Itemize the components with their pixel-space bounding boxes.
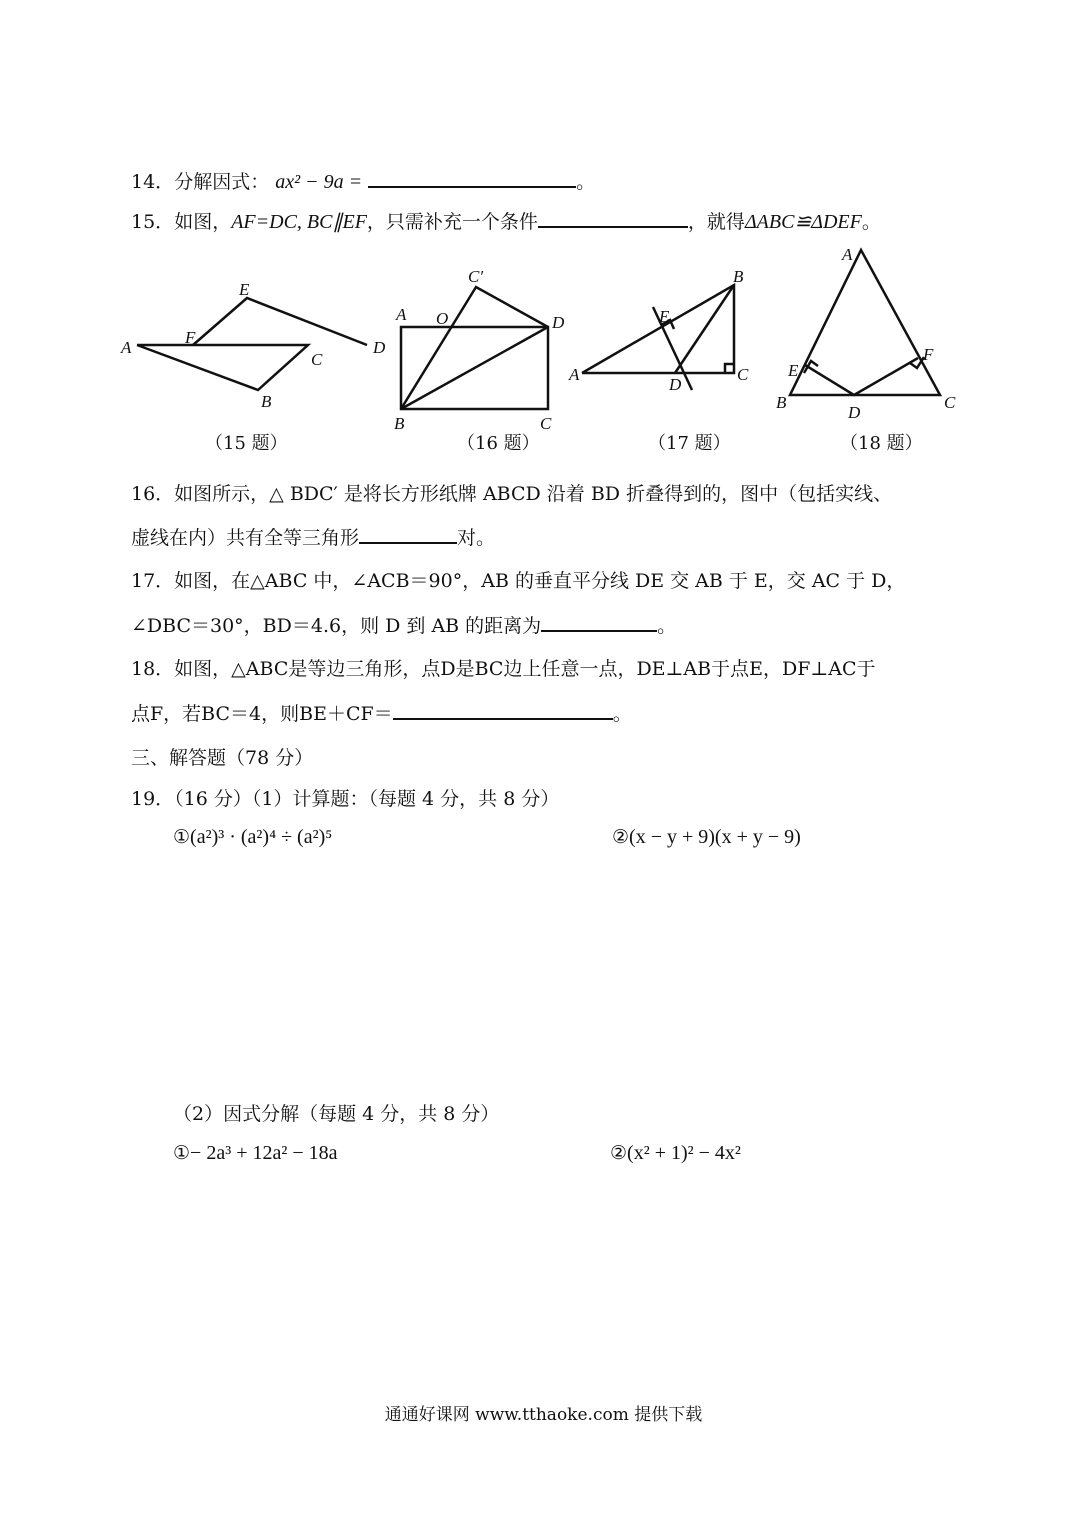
- perpendiculars-de-df: [805, 358, 918, 395]
- q17-answer-blank[interactable]: [541, 612, 657, 632]
- figure-18-caption: （18 题）: [840, 433, 923, 454]
- q14-end: 。: [576, 171, 596, 193]
- q17-end: 。: [657, 615, 677, 637]
- q18-line2: [131, 700, 632, 727]
- q19-part1: [173, 824, 332, 850]
- folded-triangle: [401, 287, 548, 409]
- label-d: D: [669, 375, 682, 394]
- q19-part1-expression: (a²)³ · (a²)⁴ ÷ (a²)⁵: [190, 826, 333, 848]
- label-a: A: [569, 365, 580, 384]
- label-f: F: [185, 328, 196, 347]
- q15-conclusion: ΔABC≌ΔDEF: [744, 211, 862, 233]
- q15-text3: ，就得: [687, 211, 745, 233]
- label-d: D: [552, 313, 565, 332]
- q18-answer-blank[interactable]: [393, 700, 613, 720]
- q17-line1: 17．如图，在△ABC 中，∠ACB＝90°，AB 的垂直平分线 DE 交 AB 于 E，交 AC 于 D，: [131, 570, 906, 592]
- figure-15-caption: （15 题）: [205, 433, 288, 454]
- q18-line1: 18．如图，△ABC是等边三角形，点D是BC边上任意一点，DE⊥AB于点E，DF⊥AC于: [131, 658, 876, 680]
- q15-answer-blank[interactable]: [538, 208, 688, 228]
- q15: [131, 208, 881, 235]
- q19-part2: [612, 824, 801, 850]
- label-a: A: [396, 305, 407, 324]
- label-d: D: [373, 338, 386, 357]
- figure-17-caption: （17 题）: [648, 433, 731, 454]
- section-3-heading: 三、解答题（78 分）: [131, 747, 314, 769]
- label-e: E: [659, 307, 670, 326]
- label-c: C: [540, 414, 552, 433]
- circled-one: ①: [173, 826, 191, 848]
- label-c: C: [944, 393, 956, 412]
- q19-part4: [610, 1140, 741, 1166]
- figure-16: [390, 262, 580, 437]
- q16-text: 虚线在内）共有全等三角形: [131, 527, 360, 549]
- label-a: A: [842, 245, 853, 264]
- triangle-def: [193, 298, 367, 345]
- q15-number: 15．: [131, 211, 175, 233]
- q18-text: 点F，若BC＝4，则BE＋CF＝: [131, 703, 393, 725]
- figure-18: [770, 240, 970, 425]
- q16-answer-blank[interactable]: [359, 524, 457, 544]
- circled-two: ②: [610, 1142, 628, 1164]
- diagonal-bd: [401, 327, 548, 409]
- q19-sub2-header: （2）因式分解（每题 4 分，共 8 分）: [173, 1103, 500, 1125]
- q17-line2: [131, 612, 676, 639]
- q16-line2: [131, 524, 495, 551]
- label-b: B: [776, 393, 787, 412]
- label-e: E: [788, 361, 799, 380]
- q14-text: 分解因式：: [174, 171, 270, 193]
- q16-line1: 16．如图所示，△ BDC′ 是将长方形纸牌 ABCD 沿着 BD 折叠得到的，图中（包括实线、: [131, 483, 893, 505]
- label-a: A: [121, 338, 132, 357]
- q15-text1: 如图，: [174, 211, 232, 233]
- triangle-abc: [137, 345, 308, 390]
- q14-expression: ax² − 9a =: [275, 171, 363, 193]
- label-o: O: [436, 309, 449, 328]
- figure-17: [565, 265, 755, 395]
- q15-text2: ，只需补充一个条件: [366, 211, 538, 233]
- label-c-prime: C′: [468, 267, 484, 286]
- label-c: C: [737, 365, 749, 384]
- triangle-abc: [582, 285, 734, 373]
- label-b: B: [733, 267, 744, 286]
- label-d: D: [848, 403, 861, 422]
- q19-part3: [173, 1140, 338, 1166]
- q19-part3-expression: − 2a³ + 12a² − 18a: [190, 1142, 338, 1164]
- q17-text: ∠DBC＝30°，BD＝4.6，则 D 到 AB 的距离为: [131, 615, 542, 637]
- circled-one: ①: [173, 1142, 191, 1164]
- q15-condition: AF=DC, BC∥EF: [231, 211, 367, 233]
- q14-number: 14．: [131, 171, 175, 193]
- figure-15: [115, 275, 390, 415]
- label-e: E: [239, 280, 250, 299]
- q19-header: 19．（16 分）（1）计算题：（每题 4 分，共 8 分）: [131, 788, 560, 810]
- circled-two: ②: [612, 826, 630, 848]
- q19-part2-expression: (x − y + 9)(x + y − 9): [629, 826, 801, 848]
- segment-bd: [675, 285, 734, 373]
- footer: 通通好课网 www.tthaoke.com 提供下载: [384, 1405, 703, 1425]
- q16-end: 对。: [457, 527, 496, 549]
- right-angle-mark-c: [725, 364, 734, 373]
- figure-16-caption: （16 题）: [457, 433, 540, 454]
- triangle-abc: [790, 250, 940, 395]
- label-f: F: [923, 345, 934, 364]
- q19-part4-expression: (x² + 1)² − 4x²: [627, 1142, 741, 1164]
- q14: [131, 168, 595, 195]
- label-b: B: [394, 414, 405, 433]
- label-c: C: [311, 350, 323, 369]
- q15-end: 。: [861, 211, 881, 233]
- q14-answer-blank[interactable]: [368, 168, 576, 188]
- q18-end: 。: [612, 703, 632, 725]
- label-b: B: [261, 392, 272, 411]
